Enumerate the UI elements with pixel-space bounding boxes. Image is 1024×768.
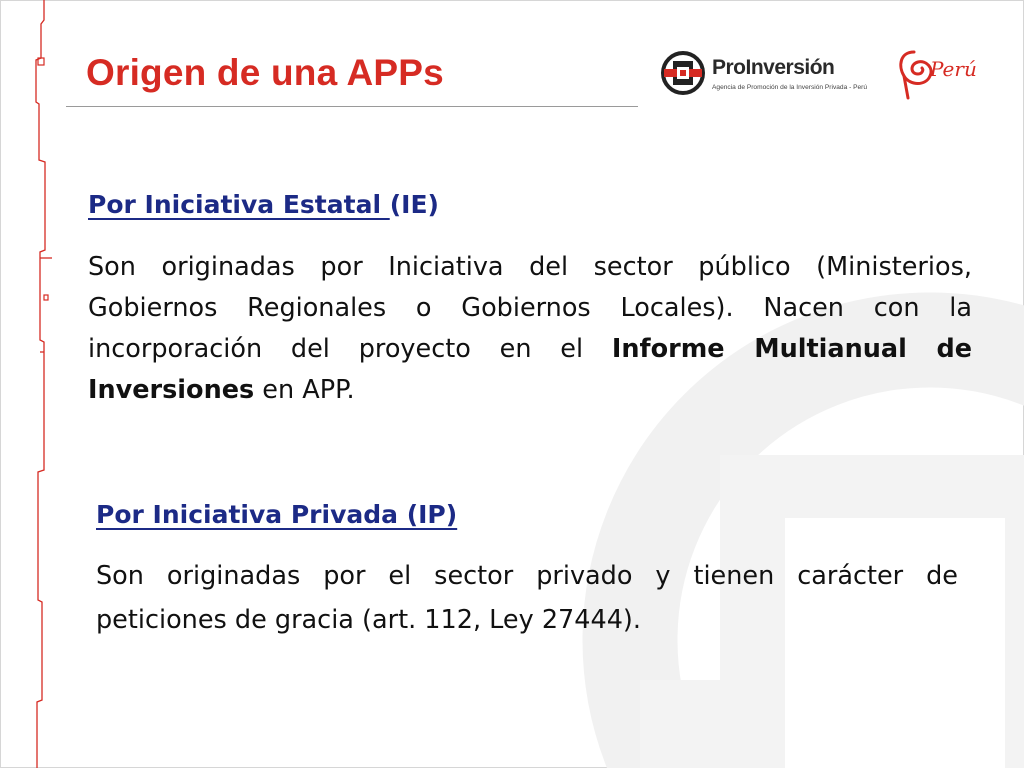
heading-estatal-suffix: (IE) <box>389 190 439 219</box>
heading-estatal-link-text: Por Iniciativa Estatal <box>88 190 390 219</box>
estatal-text-part2: en APP. <box>254 375 355 405</box>
section-heading-privada <box>96 500 457 529</box>
decorative-left-line <box>0 0 80 768</box>
estatal-text-bold: Informe Multianual de Inversiones <box>88 334 972 405</box>
estatal-text-part1: Son originadas por Iniciativa del sector público (Ministerios, Gobiernos Regionales o Gobiernos Locales). Nacen con la incorporación del proyecto en el <box>88 252 972 364</box>
peru-brand-logo <box>896 46 988 102</box>
slide-title: Origen de una APPs <box>86 52 444 93</box>
proinversion-emblem-icon <box>660 50 706 96</box>
heading-privada-link-text: Por Iniciativa Privada (IP) <box>96 500 458 529</box>
peru-wordmark: Perú <box>930 57 977 81</box>
section-heading-estatal <box>88 190 439 219</box>
title-divider <box>66 106 638 107</box>
section-text-estatal <box>88 247 972 411</box>
proinversion-tagline: Agencia de Promoción de la Inversión Privada - Perú <box>712 84 868 91</box>
section-text-privada: Son originadas por el sector privado y tienen carácter de peticiones de gracia (art. 112, Ley 27444). <box>96 561 958 635</box>
proinversion-name: ProInversión <box>712 56 835 79</box>
proinversion-logo <box>660 50 880 100</box>
